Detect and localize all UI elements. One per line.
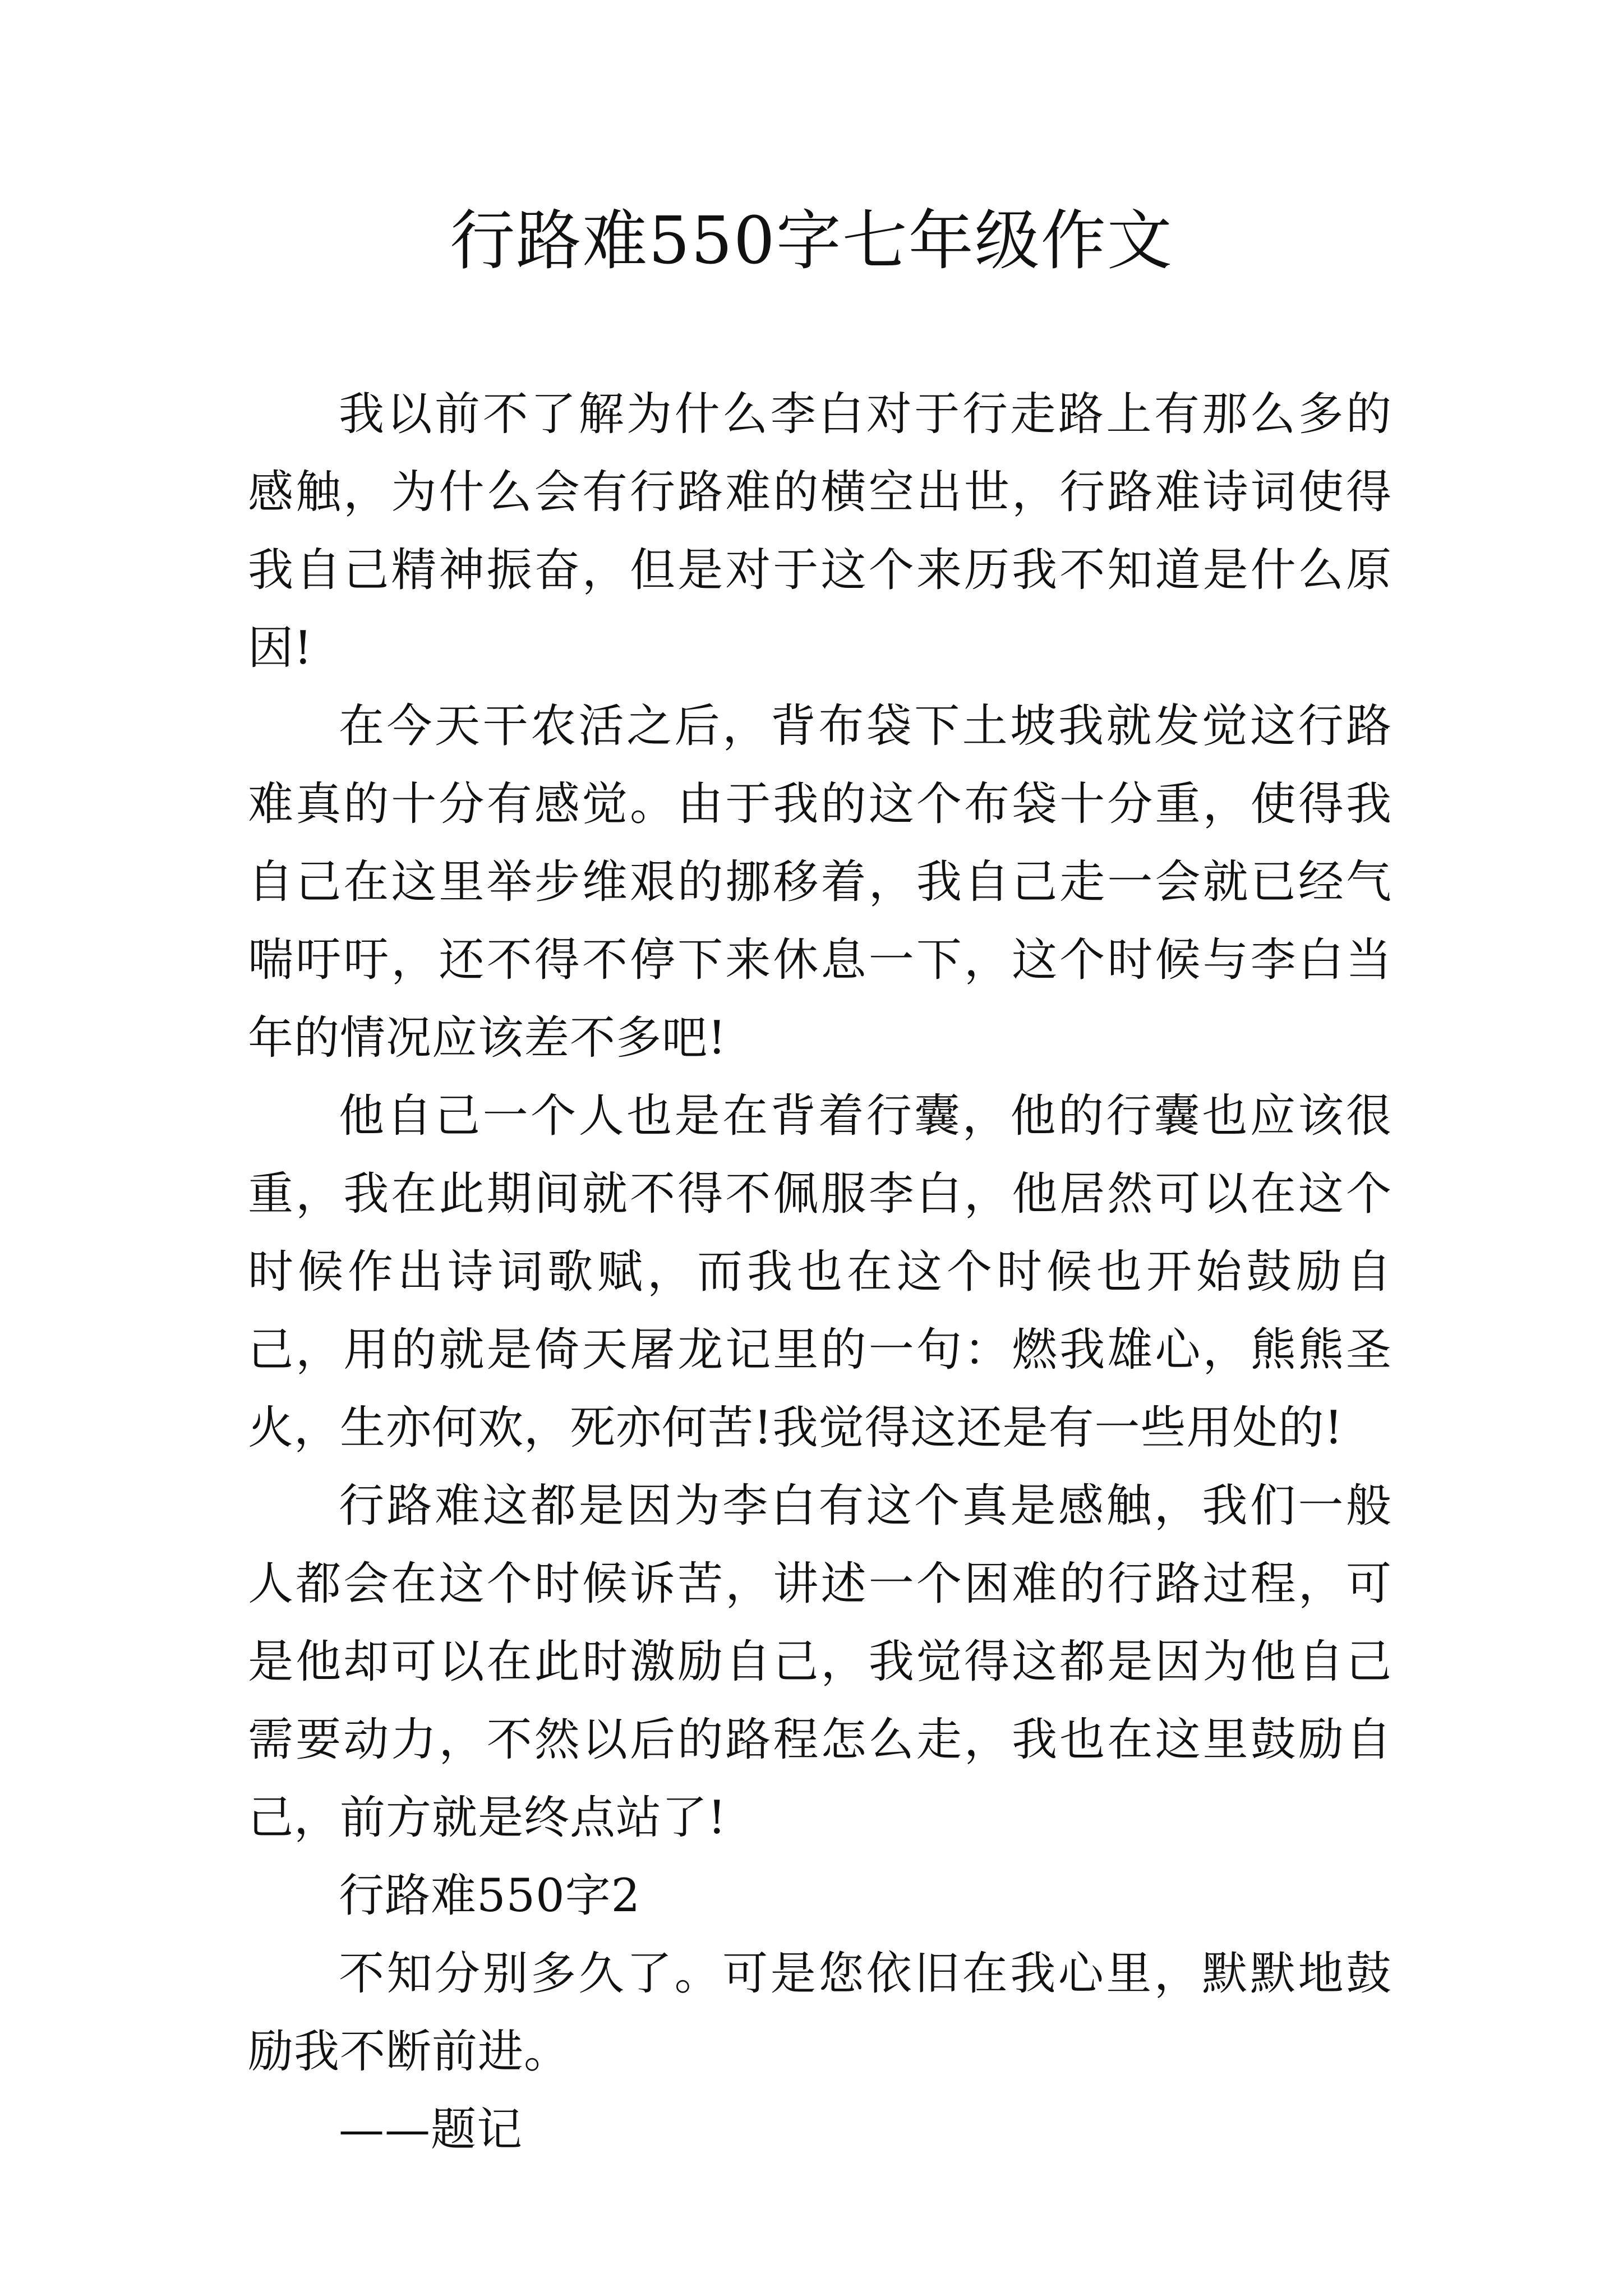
paragraph: 他自己一个人也是在背着行囊，他的行囊也应该很重，我在此期间就不得不佩服李白，他居然可以在这个时候作出诗词歌赋，而我也在这个时候也开始鼓励自己，用的就是倚天屠龙记里的一句：燃我雄心，熊熊圣火，生亦何欢，死亦何苦!我觉得这还是有一些用处的! <box>248 1090 1392 1455</box>
document-body <box>248 376 1392 2169</box>
epigraph-attribution: ——题记 <box>339 2104 523 2156</box>
paragraph: 行路难这都是因为李白有这个真是感触，我们一般人都会在这个时候诉苦，讲述一个困难的行路过程，可是他却可以在此时激励自己，我觉得这都是因为他自己需要动力，不然以后的路程怎么走，我也在这里鼓励自己，前方就是终点站了! <box>248 1480 1392 1844</box>
paragraph: 不知分别多久了。可是您依旧在我心里，默默地鼓励我不断前进。 <box>248 1948 1392 2078</box>
section-heading: 行路难550字2 <box>339 1870 641 1922</box>
document-title: 行路难550字七年级作文 <box>450 203 1173 279</box>
paragraph: 我以前不了解为什么李白对于行走路上有那么多的感触，为什么会有行路难的横空出世，行路难诗词使得我自己精神振奋，但是对于这个来历我不知道是什么原因! <box>248 388 1392 675</box>
paragraph: 在今天干农活之后，背布袋下土坡我就发觉这行路难真的十分有感觉。由于我的这个布袋十分重，使得我自己在这里举步维艰的挪移着，我自己走一会就已经气喘吁吁，还不得不停下来休息一下，这个时候与李白当年的情况应该差不多吧! <box>248 700 1392 1065</box>
